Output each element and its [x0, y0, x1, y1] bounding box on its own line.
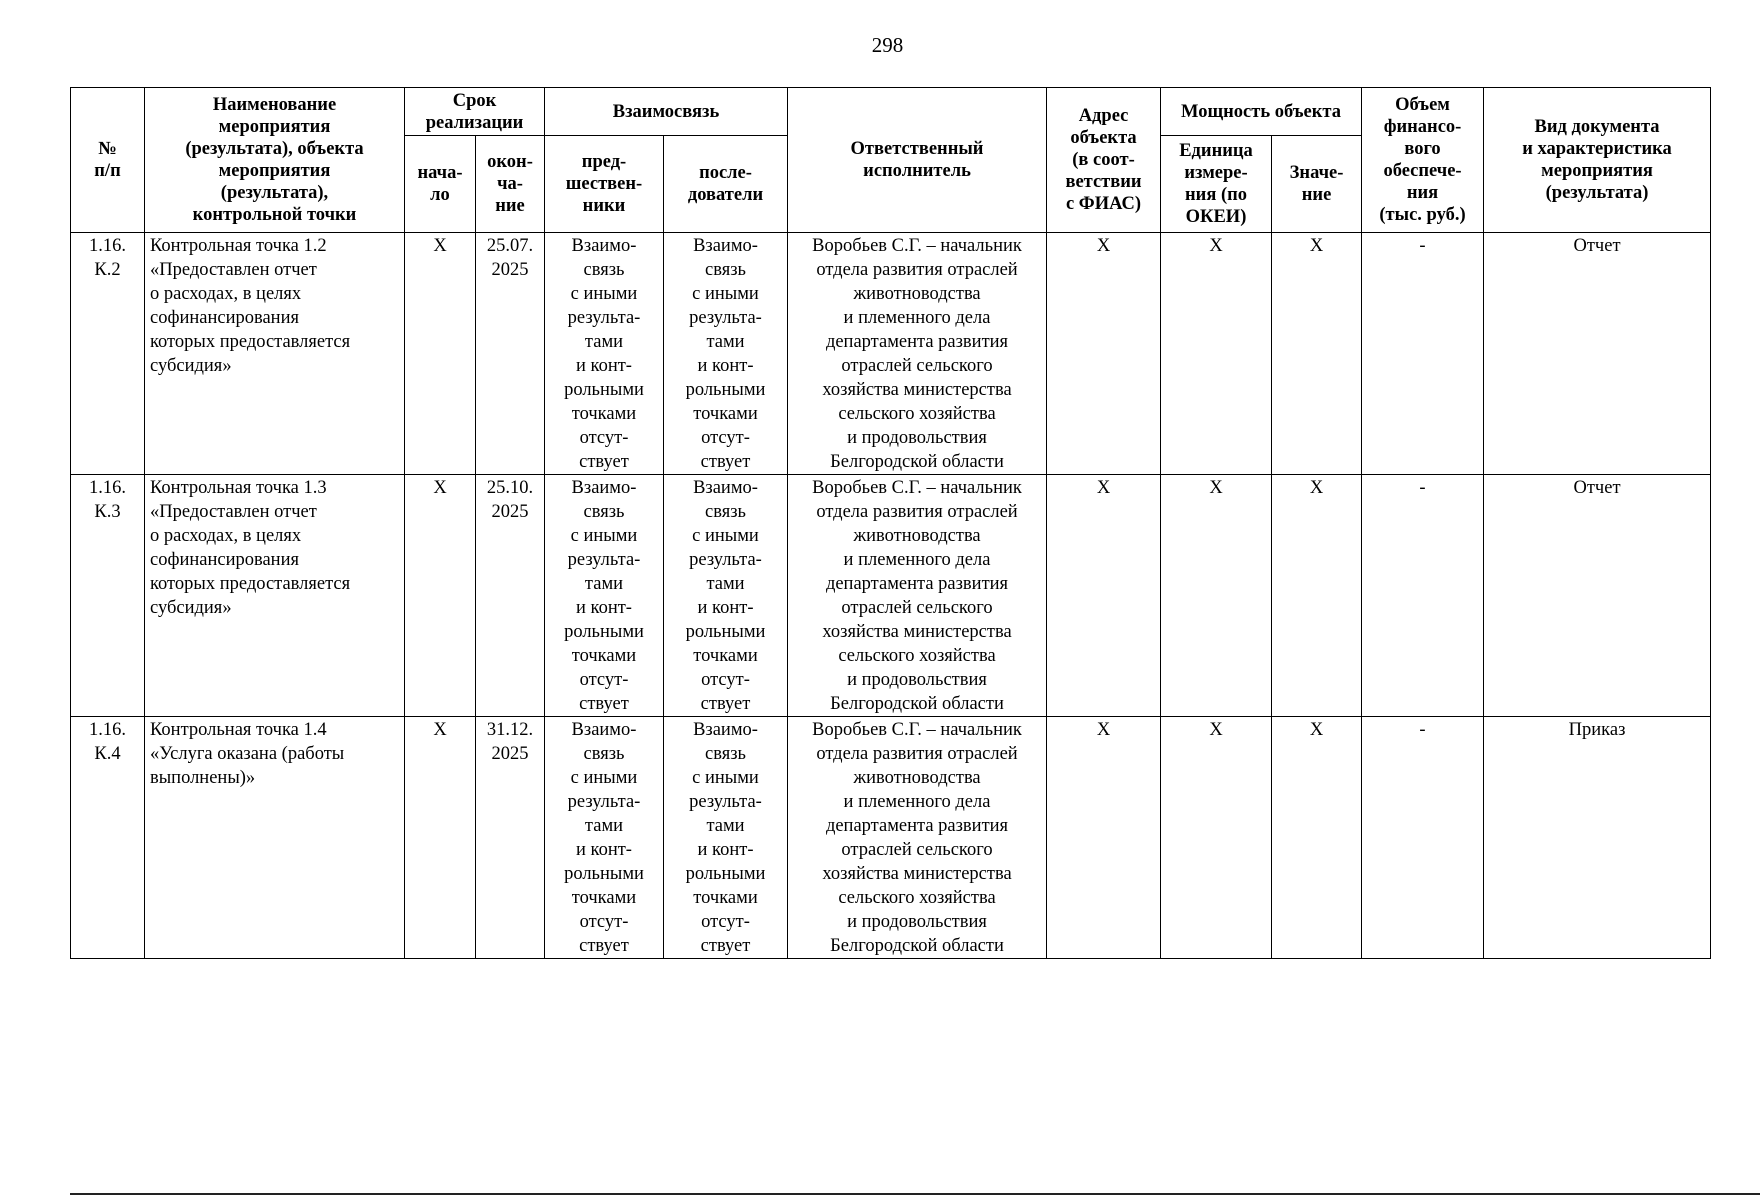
- header-doc: Вид документа и характеристика мероприятия (результата): [1484, 88, 1711, 233]
- row-next: Взаимо- связь с иными результа- тами и конт- рольными точками отсут- ствует: [664, 233, 788, 475]
- header-responsible: Ответственный исполнитель: [788, 88, 1047, 233]
- row-unit: X: [1161, 475, 1272, 717]
- row-prev: Взаимо- связь с иными результа- тами и конт- рольными точками отсут- ствует: [545, 475, 664, 717]
- table-row: [71, 475, 1711, 717]
- header-num: № п/п: [71, 88, 145, 233]
- row-start: X: [405, 233, 476, 475]
- header-address: Адрес объекта (в соот- ветствии с ФИАС): [1047, 88, 1161, 233]
- header-funding: Объем финансо- вого обеспече- ния (тыс. руб.): [1362, 88, 1484, 233]
- row-end: 25.07. 2025: [476, 233, 545, 475]
- header-period-start: нача- ло: [405, 136, 476, 233]
- header-capacity-unit: Единица измере- ния (по ОКЕИ): [1161, 136, 1272, 233]
- header-period: Срок реализации: [405, 88, 545, 136]
- row-next: Взаимо- связь с иными результа- тами и конт- рольными точками отсут- ствует: [664, 717, 788, 959]
- row-value: X: [1272, 475, 1362, 717]
- row-doc: Приказ: [1484, 717, 1711, 959]
- row-value: X: [1272, 233, 1362, 475]
- header-relation-next: после- дователи: [664, 136, 788, 233]
- row-address: X: [1047, 717, 1161, 959]
- row-next: Взаимо- связь с иными результа- тами и конт- рольными точками отсут- ствует: [664, 475, 788, 717]
- row-end: 25.10. 2025: [476, 475, 545, 717]
- table-row: [71, 717, 1711, 959]
- row-funding: -: [1362, 717, 1484, 959]
- row-responsible: Воробьев С.Г. – начальник отдела развития отраслей животноводства и племенного дела департамента развития отраслей сельского хозяйства министерства сельского хозяйства и продовольствия Белгородской области: [788, 475, 1047, 717]
- row-num: 1.16. К.2: [71, 233, 145, 475]
- row-num: 1.16. К.3: [71, 475, 145, 717]
- header-relation-prev: пред- шествен- ники: [545, 136, 664, 233]
- header-period-end: окон- ча- ние: [476, 136, 545, 233]
- header-relation: Взаимосвязь: [545, 88, 788, 136]
- page-number: 298: [871, 33, 904, 57]
- row-name: Контрольная точка 1.3 «Предоставлен отчет о расходах, в целях софинансирования которых предоставляется субсидия»: [145, 475, 405, 717]
- row-unit: X: [1161, 717, 1272, 959]
- row-name: Контрольная точка 1.2 «Предоставлен отчет о расходах, в целях софинансирования которых предоставляется субсидия»: [145, 233, 405, 475]
- row-prev: Взаимо- связь с иными результа- тами и конт- рольными точками отсут- ствует: [545, 233, 664, 475]
- row-responsible: Воробьев С.Г. – начальник отдела развития отраслей животноводства и племенного дела департамента развития отраслей сельского хозяйства министерства сельского хозяйства и продовольствия Белгородской области: [788, 717, 1047, 959]
- row-funding: -: [1362, 475, 1484, 717]
- table-row: [71, 233, 1711, 475]
- row-unit: X: [1161, 233, 1272, 475]
- table-header: [71, 88, 1711, 233]
- plan-table: [70, 87, 1711, 959]
- header-capacity-value: Значе- ние: [1272, 136, 1362, 233]
- row-doc: Отчет: [1484, 475, 1711, 717]
- row-prev: Взаимо- связь с иными результа- тами и конт- рольными точками отсут- ствует: [545, 717, 664, 959]
- row-funding: -: [1362, 233, 1484, 475]
- row-name: Контрольная точка 1.4 «Услуга оказана (работы выполнены)»: [145, 717, 405, 959]
- row-value: X: [1272, 717, 1362, 959]
- scan-edge-line: [70, 1193, 1760, 1195]
- header-capacity: Мощность объекта: [1161, 88, 1362, 136]
- row-num: 1.16. К.4: [71, 717, 145, 959]
- row-doc: Отчет: [1484, 233, 1711, 475]
- row-responsible: Воробьев С.Г. – начальник отдела развития отраслей животноводства и племенного дела департамента развития отраслей сельского хозяйства министерства сельского хозяйства и продовольствия Белгородской области: [788, 233, 1047, 475]
- row-address: X: [1047, 233, 1161, 475]
- header-name: Наименование мероприятия (результата), объекта мероприятия (результата), контрольной точки: [145, 88, 405, 233]
- row-end: 31.12. 2025: [476, 717, 545, 959]
- row-start: X: [405, 717, 476, 959]
- row-address: X: [1047, 475, 1161, 717]
- row-start: X: [405, 475, 476, 717]
